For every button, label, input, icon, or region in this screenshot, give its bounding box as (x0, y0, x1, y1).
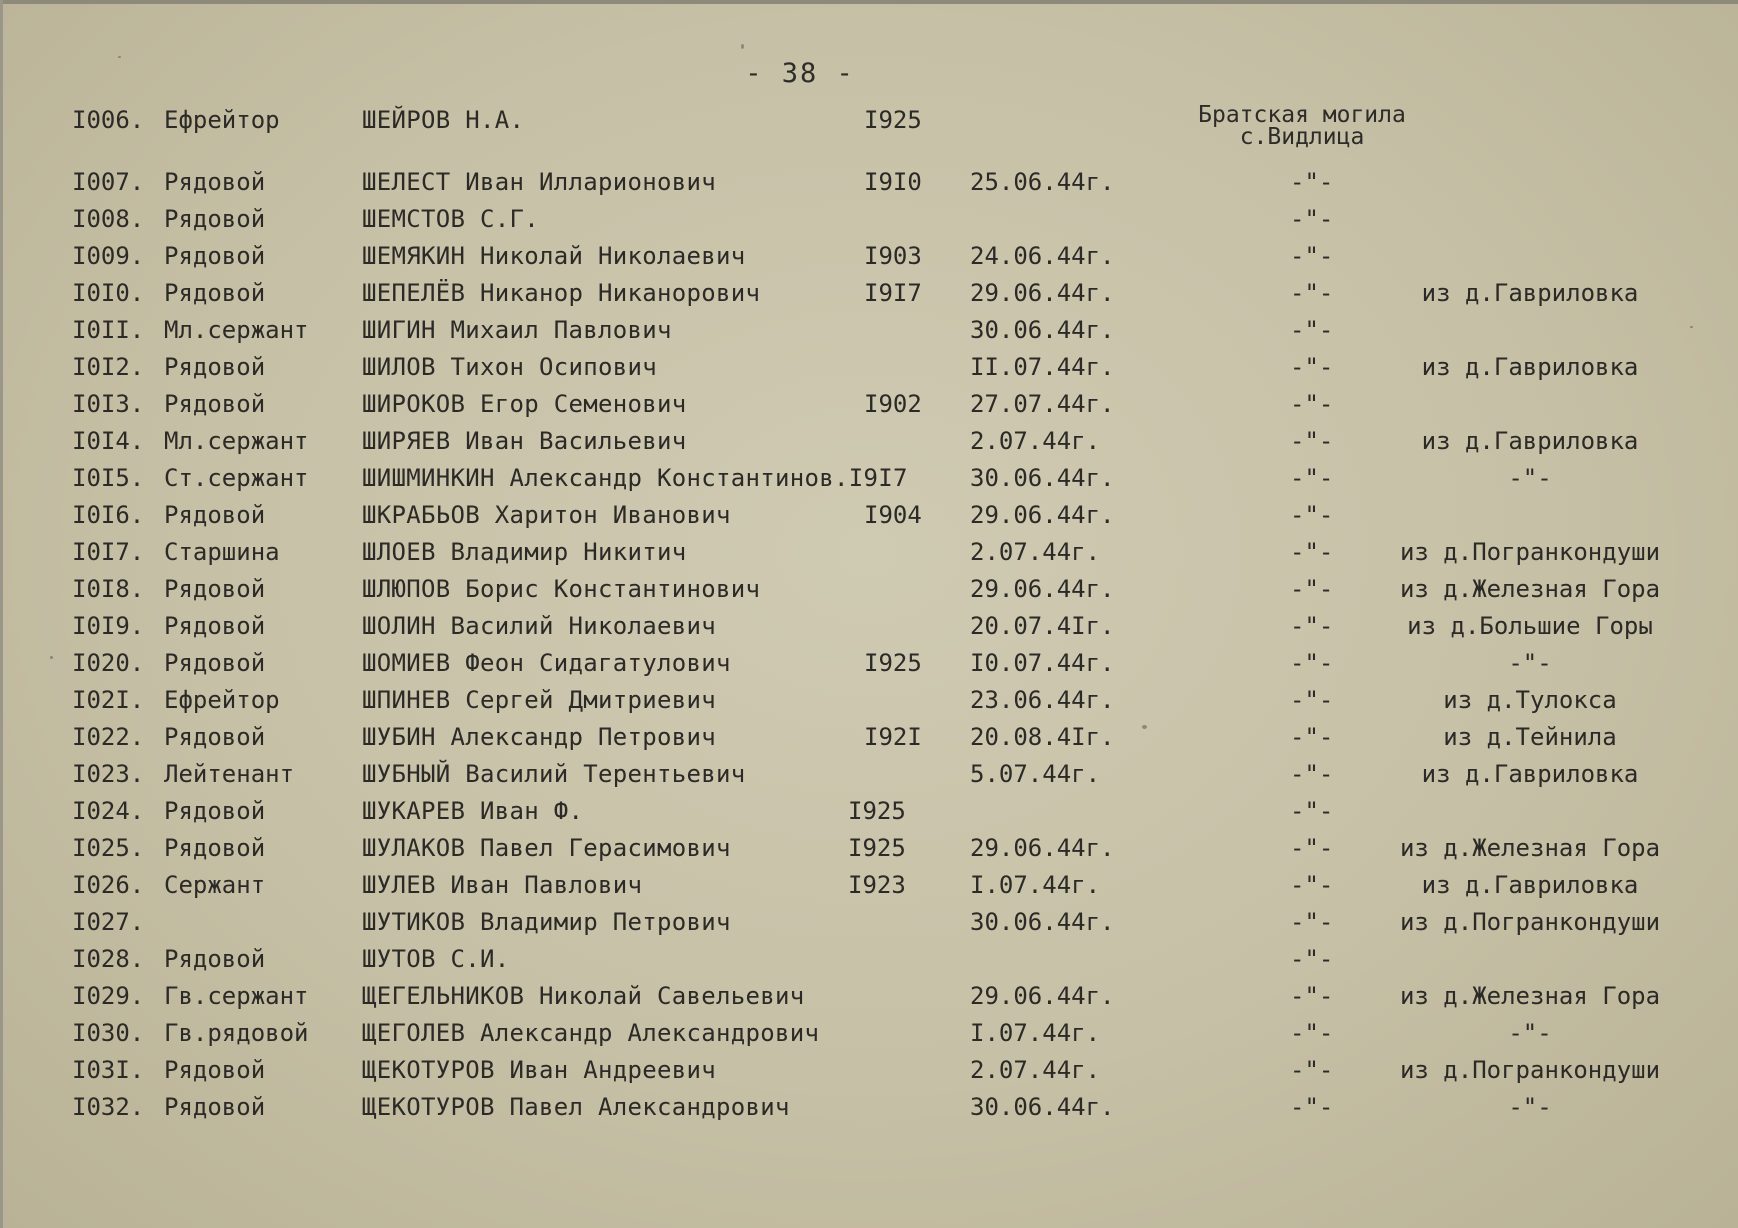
list-item (0, 834, 1738, 868)
entry-death-date: 29.06.44г. (970, 279, 1115, 307)
list-item (0, 353, 1738, 387)
entry-rank: Рядовой (164, 501, 266, 529)
entry-burial-place: -"- (1290, 649, 1334, 677)
list-item (0, 242, 1738, 276)
entry-death-date: I0.07.44г. (970, 649, 1115, 677)
entry-origin-note: из д.Железная Гора (1399, 834, 1661, 862)
list-item (0, 205, 1738, 239)
entry-number: I0I7. (72, 538, 145, 566)
entry-birth-year: I902 (864, 390, 922, 418)
entry-name: ЩЕКОТУРОВ Иван Андреевич (362, 1056, 716, 1084)
entry-death-date: 30.06.44г. (970, 1093, 1115, 1121)
entry-name: ШЛЮПОВ Борис Константинович (362, 575, 761, 603)
entry-number: I022. (72, 723, 145, 751)
entry-burial-place: -"- (1290, 575, 1334, 603)
entry-name: ШКРАБЬОВ Харитон Иванович (362, 501, 731, 529)
entry-name: ШУЛЕВ Иван Павлович (362, 871, 643, 899)
entry-name: ШЕЛЕСТ Иван Илларионович (362, 168, 716, 196)
entry-name: ШОМИЕВ Феон Сидагатулович (362, 649, 731, 677)
entry-number: I026. (72, 871, 145, 899)
entry-number: I0I3. (72, 390, 145, 418)
list-item (0, 538, 1738, 572)
entry-name: ШУКАРЕВ Иван Ф. (362, 797, 584, 825)
entry-origin-note: из д.Тулокса (1443, 686, 1617, 714)
entry-number: I032. (72, 1093, 145, 1121)
entry-number: I0I5. (72, 464, 145, 492)
entry-death-date: 30.06.44г. (970, 316, 1115, 344)
entry-rank: Рядовой (164, 575, 266, 603)
entry-name: ЩЕКОТУРОВ Павел Александрович (362, 1093, 790, 1121)
entry-burial-place: -"- (1290, 1019, 1334, 1047)
entry-number: I03I. (72, 1056, 145, 1084)
list-item (0, 649, 1738, 683)
list-item (0, 1093, 1738, 1127)
entry-rank: Рядовой (164, 945, 266, 973)
entry-number: I0I9. (72, 612, 145, 640)
list-item (0, 168, 1738, 202)
entry-burial-place: -"- (1290, 1093, 1334, 1121)
entry-death-date: 2.07.44г. (970, 538, 1101, 566)
entry-burial-place: -"- (1290, 316, 1334, 344)
entry-origin-note: -"- (1508, 1019, 1552, 1047)
entry-birth-year: I9I7 (864, 279, 922, 307)
entry-birth-year: I925 (864, 649, 922, 677)
entry-rank: Рядовой (164, 1093, 266, 1121)
entry-rank: Гв.сержант (164, 982, 309, 1010)
entry-number: I024. (72, 797, 145, 825)
entry-burial-place: -"- (1290, 353, 1334, 381)
entry-death-date: 29.06.44г. (970, 575, 1115, 603)
entry-name: ШЕПЕЛЁВ Никанор Никанорович (362, 279, 761, 307)
entry-name: ШУТИКОВ Владимир Петрович (362, 908, 731, 936)
entry-birth-year: I925 (848, 797, 906, 825)
list-item (0, 797, 1738, 831)
entry-number: I02I. (72, 686, 145, 714)
entry-death-date: 30.06.44г. (970, 464, 1115, 492)
paper-speck (50, 656, 53, 659)
entry-name: ЩЕГЕЛЬНИКОВ Николай Савельевич (362, 982, 805, 1010)
entry-birth-year: I92I (864, 723, 922, 751)
entry-number: I006. (72, 106, 145, 134)
entry-burial-place: -"- (1290, 538, 1334, 566)
entry-rank: Сержант (164, 871, 266, 899)
paper-speck (1142, 725, 1147, 729)
entry-number: I020. (72, 649, 145, 677)
entry-rank: Гв.рядовой (164, 1019, 309, 1047)
list-item (0, 575, 1738, 609)
burial-header-line2: с.Видлица (1239, 124, 1365, 150)
entry-rank: Ефрейтор (164, 686, 280, 714)
list-item (0, 686, 1738, 720)
entry-origin-note: -"- (1508, 464, 1552, 492)
entry-rank: Рядовой (164, 353, 266, 381)
list-item (0, 390, 1738, 424)
entry-name: ШЕМСТОВ С.Г. (362, 205, 539, 233)
entry-death-date: 29.06.44г. (970, 982, 1115, 1010)
entry-rank: Старшина (164, 538, 280, 566)
entry-name: ШИГИН Михаил Павлович (362, 316, 672, 344)
entry-name: ЩЕГОЛЕВ Александр Александрович (362, 1019, 820, 1047)
entry-rank: Рядовой (164, 168, 266, 196)
entry-origin-note: из д.Погранкондуши (1399, 538, 1661, 566)
entry-name: ШУТОВ С.И. (362, 945, 510, 973)
entry-burial-place: -"- (1290, 686, 1334, 714)
entry-name: ШЕЙРОВ Н.А. (362, 106, 525, 134)
list-item (0, 908, 1738, 942)
entry-number: I023. (72, 760, 145, 788)
entry-burial-place: -"- (1290, 723, 1334, 751)
entry-number: I030. (72, 1019, 145, 1047)
entry-name: ШИРОКОВ Егор Семенович (362, 390, 687, 418)
entry-burial-place: -"- (1290, 168, 1334, 196)
entry-burial-place: -"- (1290, 242, 1334, 270)
entry-birth-year: I903 (864, 242, 922, 270)
page-number: - 38 - (745, 58, 855, 89)
entry-burial-place: -"- (1290, 612, 1334, 640)
entry-rank: Рядовой (164, 1056, 266, 1084)
entry-origin-note: -"- (1508, 649, 1552, 677)
list-item (0, 102, 1738, 140)
entry-burial-place: -"- (1290, 464, 1334, 492)
entry-death-date: 20.08.4Iг. (970, 723, 1115, 751)
entry-rank: Ст.сержант (164, 464, 309, 492)
list-item (0, 945, 1738, 979)
entry-name: ШУБИН Александр Петрович (362, 723, 716, 751)
entry-burial-place: -"- (1290, 871, 1334, 899)
entry-death-date: 2.07.44г. (970, 1056, 1101, 1084)
entry-burial-place: -"- (1290, 834, 1334, 862)
entry-name: ШЛОЕВ Владимир Никитич (362, 538, 687, 566)
entry-burial-place: -"- (1290, 1056, 1334, 1084)
entry-origin-note: из д.Гавриловка (1421, 871, 1639, 899)
entry-rank: Рядовой (164, 205, 266, 233)
entry-origin-note: из д.Гавриловка (1421, 760, 1639, 788)
list-item (0, 279, 1738, 313)
entry-burial-place: -"- (1290, 945, 1334, 973)
entry-number: I029. (72, 982, 145, 1010)
entry-number: I008. (72, 205, 145, 233)
entry-number: I0I8. (72, 575, 145, 603)
list-item (0, 982, 1738, 1016)
entry-number: I0I4. (72, 427, 145, 455)
entry-death-date: 23.06.44г. (970, 686, 1115, 714)
entry-rank: Мл.сержант (164, 427, 309, 455)
entry-number: I0I6. (72, 501, 145, 529)
entry-origin-note: из д.Гавриловка (1421, 427, 1639, 455)
entry-death-date: 27.07.44г. (970, 390, 1115, 418)
entry-death-date: 25.06.44г. (970, 168, 1115, 196)
entry-death-date: II.07.44г. (970, 353, 1115, 381)
entry-number: I028. (72, 945, 145, 973)
entry-name: ШИШМИНКИН Александр Константинов.I9I7 (362, 464, 908, 492)
entry-name: ШУБНЫЙ Василий Терентьевич (362, 760, 746, 788)
entry-death-date: 20.07.4Iг. (970, 612, 1115, 640)
entry-origin-note: из д.Тейнила (1443, 723, 1617, 751)
entry-origin-note: из д.Погранкондуши (1399, 1056, 1661, 1084)
list-item (0, 723, 1738, 757)
entry-burial-place: -"- (1290, 427, 1334, 455)
entry-birth-year: I9I0 (864, 168, 922, 196)
entry-death-date: 24.06.44г. (970, 242, 1115, 270)
entry-rank: Ефрейтор (164, 106, 280, 134)
entry-name: ШЕМЯКИН Николай Николаевич (362, 242, 746, 270)
entry-origin-note: -"- (1508, 1093, 1552, 1121)
entry-origin-note: из д.Железная Гора (1399, 575, 1661, 603)
entry-origin-note: из д.Гавриловка (1421, 279, 1639, 307)
entry-rank: Рядовой (164, 797, 266, 825)
entry-number: I025. (72, 834, 145, 862)
paper-speck (118, 56, 121, 58)
entry-origin-note: из д.Железная Гора (1399, 982, 1661, 1010)
paper-speck (1690, 326, 1693, 328)
entry-rank: Лейтенант (164, 760, 295, 788)
entry-name: ШИРЯЕВ Иван Васильевич (362, 427, 687, 455)
entry-rank: Рядовой (164, 723, 266, 751)
entry-burial-place: -"- (1290, 908, 1334, 936)
entry-death-date: I.07.44г. (970, 1019, 1101, 1047)
entry-birth-year: I925 (864, 106, 922, 134)
entry-rank: Рядовой (164, 612, 266, 640)
entry-burial-place: -"- (1290, 390, 1334, 418)
entry-name: ШУЛАКОВ Павел Герасимович (362, 834, 731, 862)
entry-number: I0I0. (72, 279, 145, 307)
list-item (0, 1056, 1738, 1090)
entry-burial-place: -"- (1290, 982, 1334, 1010)
list-item (0, 427, 1738, 461)
entry-name: ШИЛОВ Тихон Осипович (362, 353, 657, 381)
entry-number: I027. (72, 908, 145, 936)
entry-death-date: 2.07.44г. (970, 427, 1101, 455)
entry-number: I009. (72, 242, 145, 270)
list-item (0, 871, 1738, 905)
entry-rank: Рядовой (164, 242, 266, 270)
entry-rank: Мл.сержант (164, 316, 309, 344)
entry-birth-year: I925 (848, 834, 906, 862)
entry-number: I0II. (72, 316, 145, 344)
list-item (0, 760, 1738, 794)
entry-birth-year: I904 (864, 501, 922, 529)
entry-rank: Рядовой (164, 279, 266, 307)
entry-death-date: 29.06.44г. (970, 501, 1115, 529)
entry-burial-place: -"- (1290, 279, 1334, 307)
list-item (0, 501, 1738, 535)
entry-burial-place: -"- (1290, 501, 1334, 529)
entry-rank: Рядовой (164, 834, 266, 862)
entry-origin-note: из д.Гавриловка (1421, 353, 1639, 381)
entry-rank: Рядовой (164, 390, 266, 418)
entry-number: I007. (72, 168, 145, 196)
list-item (0, 464, 1738, 498)
entry-death-date: I.07.44г. (970, 871, 1101, 899)
list-item (0, 1019, 1738, 1053)
entry-burial-place: -"- (1290, 797, 1334, 825)
entry-death-date: 5.07.44г. (970, 760, 1101, 788)
entry-birth-year: I923 (848, 871, 906, 899)
list-item (0, 612, 1738, 646)
entry-origin-note: из д.Большие Горы (1407, 612, 1653, 640)
burial-header-line1: Братская могила (1198, 102, 1406, 128)
entry-number: I0I2. (72, 353, 145, 381)
list-item (0, 316, 1738, 350)
paper-speck (741, 44, 744, 49)
entry-death-date: 30.06.44г. (970, 908, 1115, 936)
entry-burial-place: -"- (1290, 760, 1334, 788)
entry-rank: Рядовой (164, 649, 266, 677)
entry-burial-place: -"- (1290, 205, 1334, 233)
entry-origin-note: из д.Погранкондуши (1399, 908, 1661, 936)
entry-name: ШПИНЕВ Сергей Дмитриевич (362, 686, 716, 714)
entry-name: ШОЛИН Василий Николаевич (362, 612, 716, 640)
entry-death-date: 29.06.44г. (970, 834, 1115, 862)
